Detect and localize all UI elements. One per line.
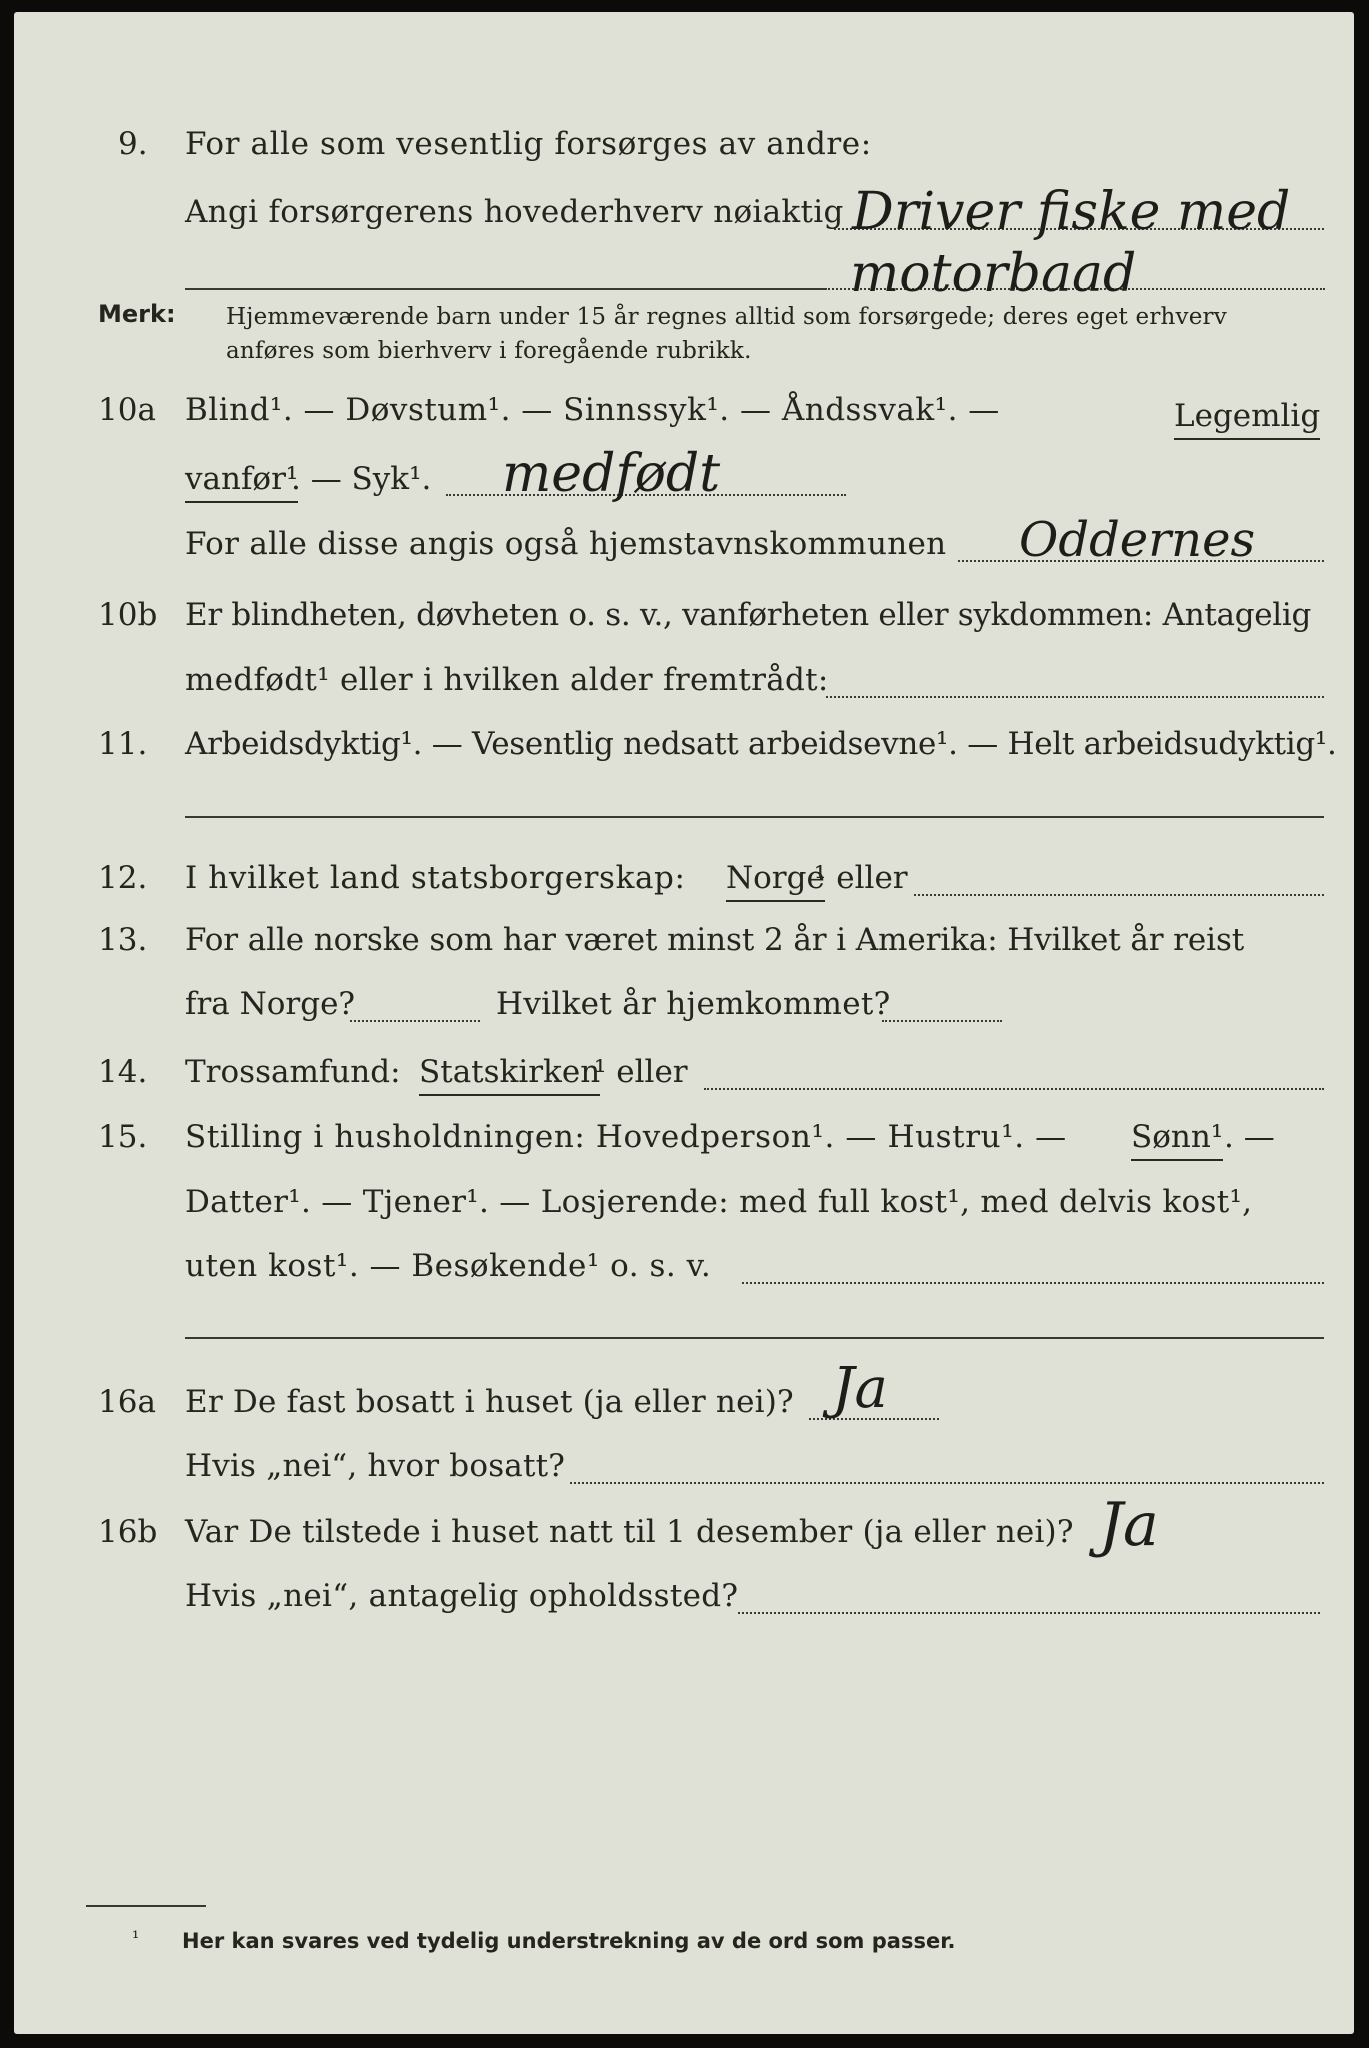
q14-eller: ¹ eller <box>594 1054 688 1090</box>
q9-line2: Angi forsørgerens hovederhverv nøiaktig <box>185 194 844 230</box>
q16a-line2: Hvis „nei“, hvor bosatt? <box>185 1448 566 1484</box>
q11-answer-line <box>185 816 1324 818</box>
q16b-number: 16b <box>98 1514 158 1550</box>
q13-answer-line2 <box>882 1020 1002 1022</box>
merk-line2: anføres som bierhverv i foregående rubrikk. <box>226 338 752 364</box>
q16a-number: 16a <box>98 1384 156 1420</box>
q9-handwritten-answer1: Driver fiske med <box>852 182 1291 242</box>
q16a-answer-line2 <box>570 1482 1324 1484</box>
q16a-line1: Er De fast bosatt i huset (ja eller nei)? <box>185 1384 794 1420</box>
merk-line1: Hjemmeværende barn under 15 år regnes alltid som forsørgede; deres eget erhverv <box>226 304 1227 330</box>
q16b-line2: Hvis „nei“, antagelig opholdssted? <box>185 1578 739 1614</box>
merk-label: Merk: <box>98 300 176 328</box>
q15-number: 15. <box>98 1119 148 1155</box>
q9-blank-line <box>185 288 825 290</box>
q11-line1: Arbeidsdyktig¹. — Vesentlig nedsatt arbeidsevne¹. — Helt arbeidsudyktig¹. <box>185 726 1337 762</box>
q16b-line1: Var De tilstede i huset natt til 1 desember (ja eller nei)? <box>185 1514 1074 1550</box>
footnote-rule <box>86 1905 206 1907</box>
q10a-legemlig: Legemlig <box>1174 396 1320 440</box>
q10a-vanfor: vanfør¹ <box>185 459 298 503</box>
q10b-number: 10b <box>98 597 158 633</box>
q10b-line2: medfødt¹ eller i hvilken alder fremtrådt: <box>185 662 829 698</box>
q14-line1: Trossamfund: <box>185 1054 401 1090</box>
q12-number: 12. <box>98 860 148 896</box>
q15-sonn: Sønn¹ <box>1131 1117 1223 1161</box>
q10a-number: 10a <box>98 392 156 428</box>
footnote-mark: ¹ <box>132 1928 140 1949</box>
q14-number: 14. <box>98 1054 148 1090</box>
footnote-text: Her kan svares ved tydelig understrekning av de ord som passer. <box>182 1929 956 1953</box>
q16a-handwritten-answer: Ja <box>832 1356 888 1421</box>
q15-answer-line <box>742 1282 1324 1284</box>
q14-answer-line <box>704 1088 1324 1090</box>
q9-handwritten-answer2: motorbaad <box>850 244 1137 304</box>
q12-answer-line <box>914 894 1324 896</box>
q13-line2b: Hvilket år hjemkommet? <box>496 986 891 1022</box>
q10a-handwritten-answer1: medfødt <box>502 444 721 504</box>
census-form-page <box>14 12 1354 2034</box>
q14-statskirken: Statskirken <box>419 1052 600 1096</box>
q15-blank-line <box>185 1337 1324 1339</box>
q11-number: 11. <box>98 726 148 762</box>
q9-number: 9. <box>118 126 148 162</box>
q15-line1: Stilling i husholdningen: Hovedperson¹. — Hustru¹. — <box>185 1119 1067 1155</box>
q10a-handwritten-answer2: Oddernes <box>1019 512 1256 568</box>
q10b-line1: Er blindheten, døvheten o. s. v., vanførheten eller sykdommen: Antagelig <box>185 597 1312 633</box>
q13-answer-line1 <box>350 1020 480 1022</box>
q16b-answer-line <box>738 1612 1320 1614</box>
q13-line1: For alle norske som har været minst 2 år i Amerika: Hvilket år reist <box>185 922 1245 958</box>
q16b-handwritten-answer: Ja <box>1099 1490 1159 1560</box>
q15-line2: Datter¹. — Tjener¹. — Losjerende: med full kost¹, med delvis kost¹, <box>185 1184 1253 1220</box>
q10b-answer-line <box>826 696 1324 698</box>
q12-eller: ¹ eller <box>814 860 908 896</box>
q10a-line1: Blind¹. — Døvstum¹. — Sinnssyk¹. — Åndssvak¹. — <box>185 392 1000 428</box>
q15-line3: uten kost¹. — Besøkende¹ o. s. v. <box>185 1248 712 1284</box>
q13-line2a: fra Norge? <box>185 986 356 1022</box>
q15-line1-end: . — <box>1224 1119 1275 1155</box>
q9-line1: For alle som vesentlig forsørges av andre: <box>185 126 872 162</box>
q13-number: 13. <box>98 922 148 958</box>
q10a-line3: For alle disse angis også hjemstavnskommunen <box>185 526 947 562</box>
q12-norge: Norge <box>726 858 825 902</box>
q10a-line2: . — Syk¹. <box>291 461 432 497</box>
q12-line1: I hvilket land statsborgerskap: <box>185 860 686 896</box>
